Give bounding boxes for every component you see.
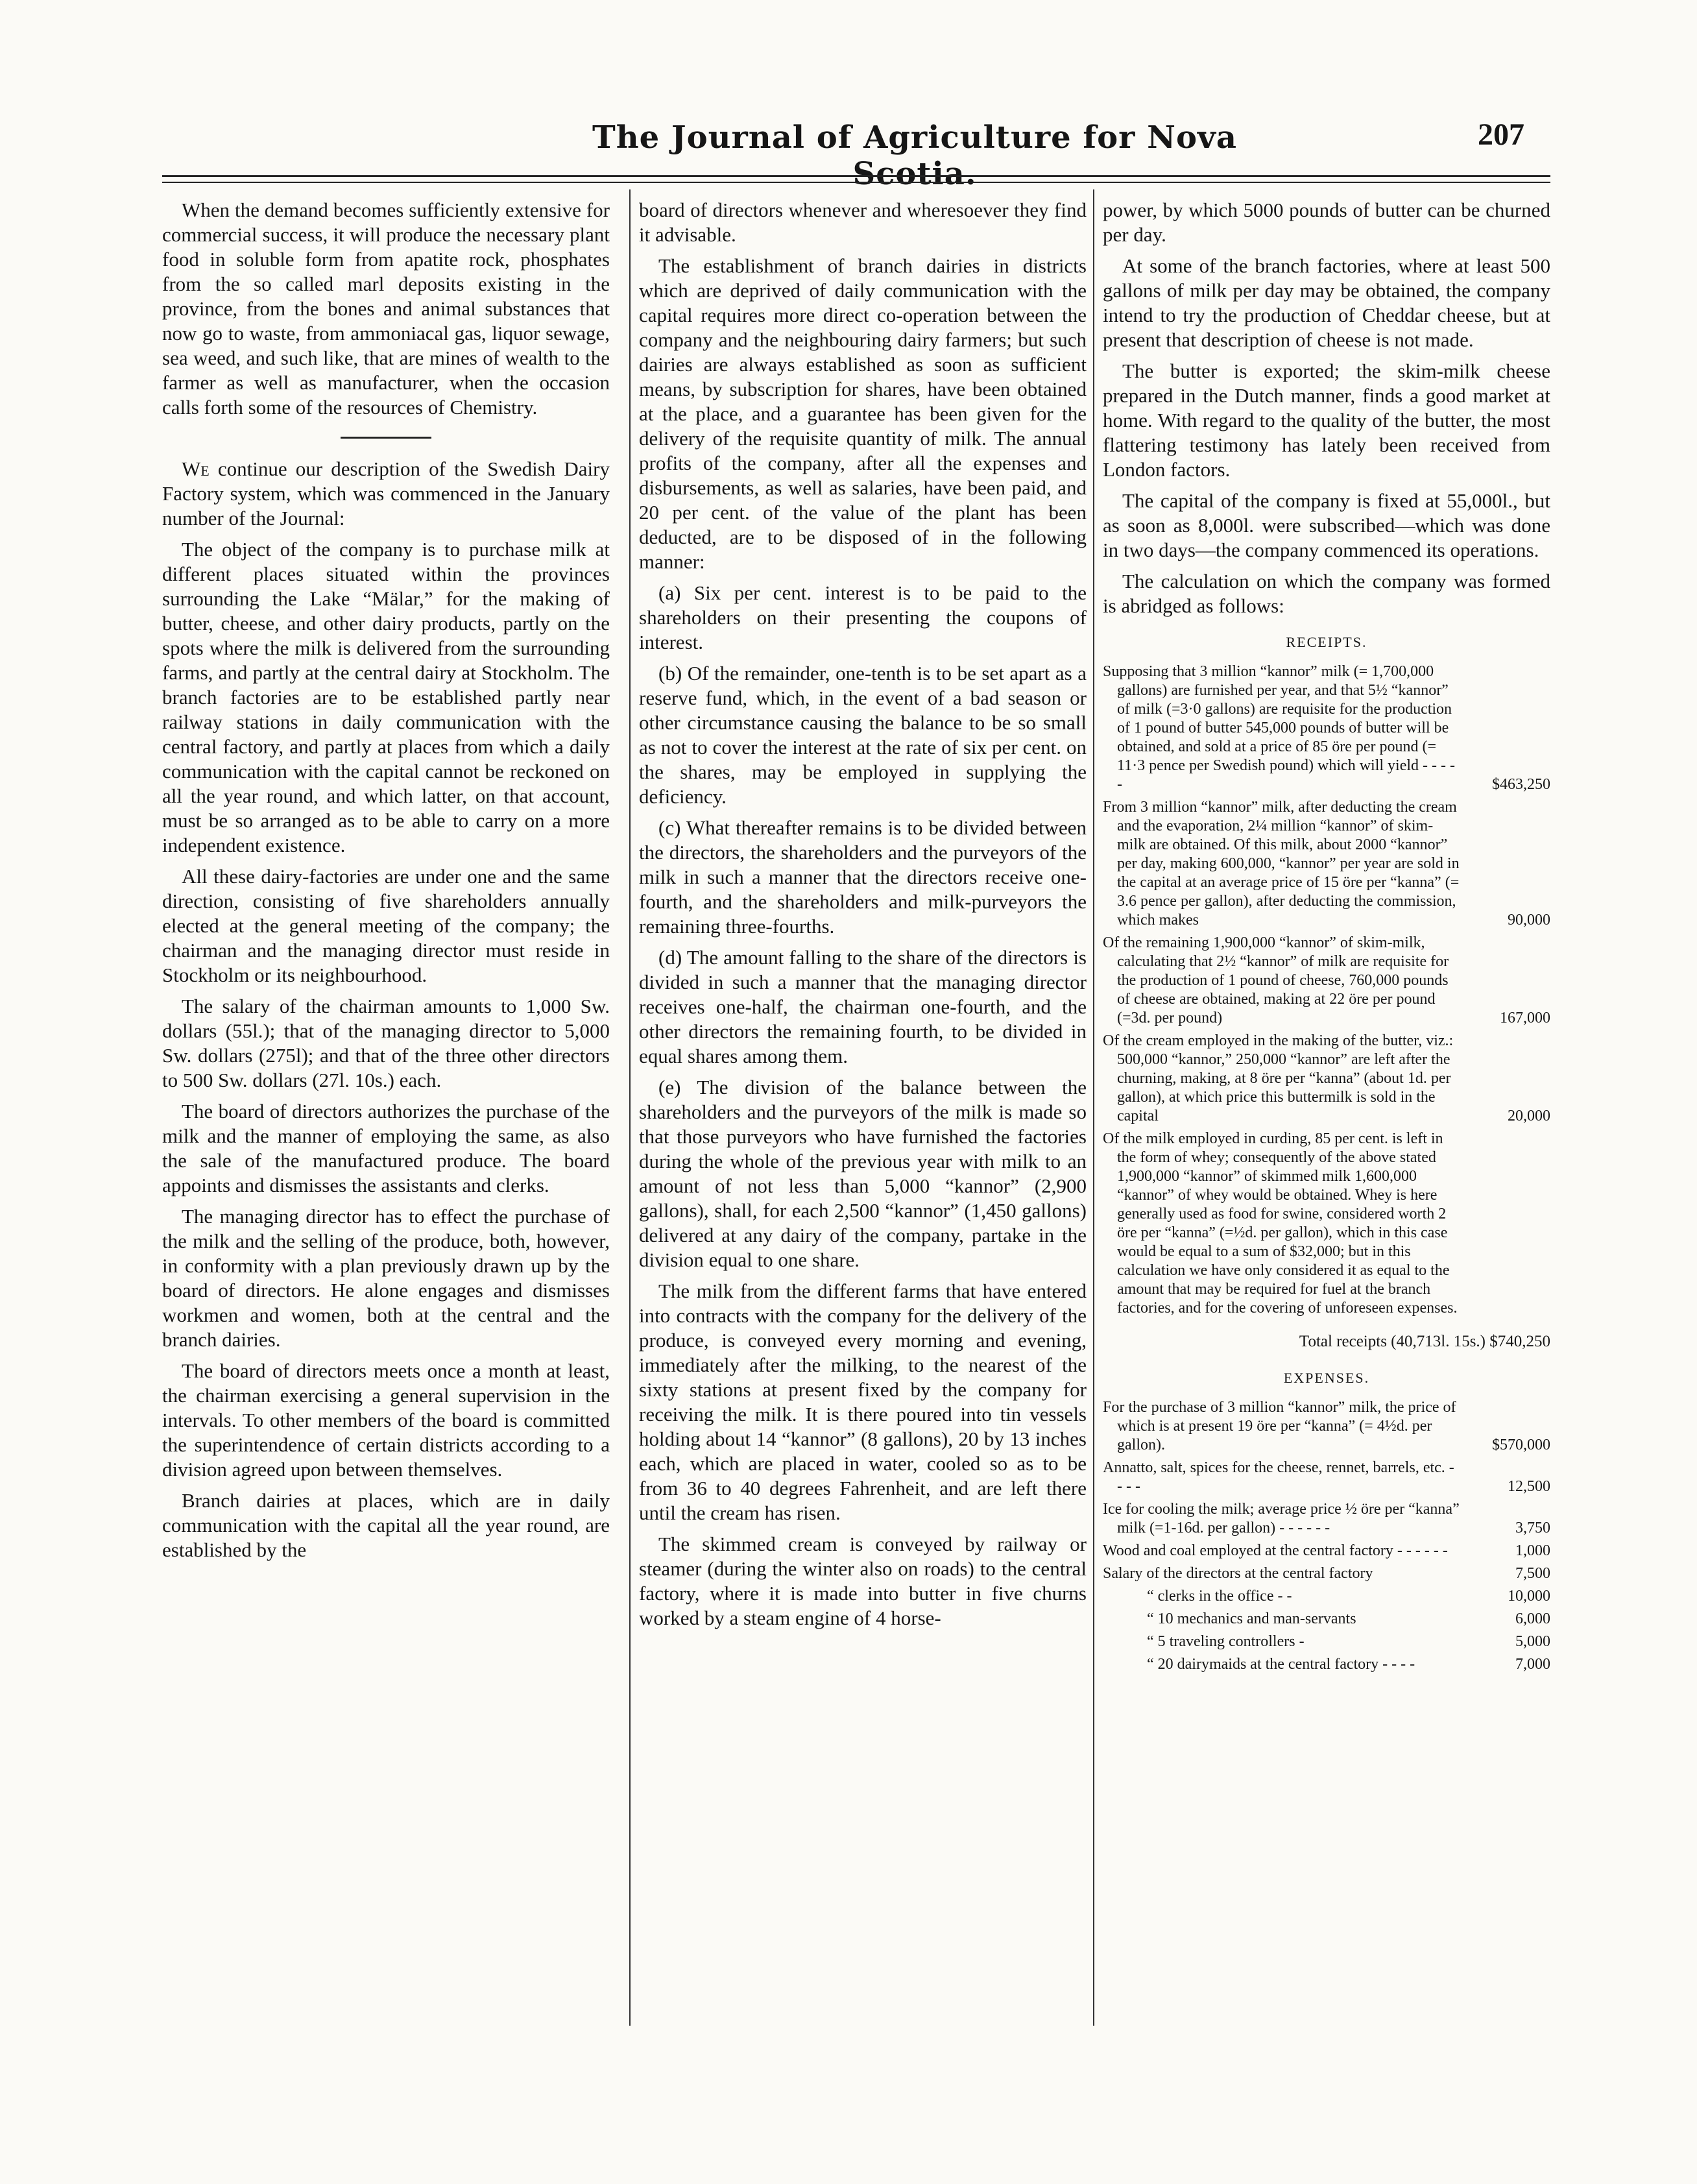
paragraph-e: (e) The division of the balance between the shareholders and the purveyors of the milk is made so that those purveyors who have furnished the factories during the whole of the previous year with milk to an amount of not less than 5,000 “kannor” (2,900 gallons), shall, for each 2,500 “kannor” (1,450 gallons) delivered at any dairy of the company, partake in the division equal to one share. bbox=[639, 1076, 1087, 1271]
expense-desc: “ 10 mechanics and man-servants bbox=[1147, 1610, 1356, 1627]
paragraph: The skimmed cream is conveyed by railway or steamer (during the winter also on roads) to the central factory, where it is made into butter in five churns worked by a steam engine of 4 horse- bbox=[639, 1533, 1087, 1629]
paragraph: The salary of the chairman amounts to 1,000 Sw. dollars (55l.); that of the managing director to 5,000 Sw. dollars (275l); and that of the three other directors to 500 Sw. dollars (27l. 10s.) each. bbox=[162, 995, 610, 1091]
receipt-desc: Of the milk employed in curding, 85 per cent. is left in the form of whey; consequently of the above stated 1,900,000 “kannor” of skimmed milk 1,600,000 “kannor” of whey would be obtained. Whey is here generally used as food for swine, considered worth 2 öre per “kanna” (=½d. per gallon), which in this case would be equal to a sum of $32,000; but in this calculation we have only considered it as equal to the amount that may be required for fuel at the branch factories, and for the covering of unforeseen expenses. bbox=[1103, 1130, 1458, 1316]
receipts-list bbox=[1103, 662, 1550, 1318]
column-3 bbox=[1103, 198, 1550, 2022]
paragraph-intro bbox=[162, 457, 610, 531]
paragraph: power, by which 5000 pounds of butter can be churned per day. bbox=[1103, 199, 1550, 246]
running-title: The Journal of Agriculture for Nova Scotia. bbox=[592, 119, 1237, 192]
receipt-row bbox=[1103, 934, 1550, 1028]
expense-desc: Salary of the directors at the central factory bbox=[1103, 1565, 1373, 1582]
page-header bbox=[162, 117, 1550, 192]
paragraph: The board of directors authorizes the purchase of the milk and the manner of employing the same, as also the sale of the manufactured produce. The board appoints and dismisses the assistants and clerks. bbox=[162, 1100, 610, 1196]
paragraph: The milk from the different farms that have entered into contracts with the company for the delivery of the produce, is conveyed every morning and evening, immediately after the milking, to the nearest of the sixty stations at present fixed by the company for receiving the milk. It is there poured into tin vessels holding about 14 “kannor” (8 gallons), 20 by 13 inches each, which are placed in water, cooled so as to be from 36 to 40 degrees Fahrenheit, and are left there until the cream has risen. bbox=[639, 1280, 1087, 1524]
expense-amount: $570,000 bbox=[1492, 1437, 1550, 1453]
receipt-amount: 20,000 bbox=[1508, 1108, 1550, 1124]
expense-amount: 6,000 bbox=[1515, 1610, 1550, 1627]
paragraph: The object of the company is to purchase milk at different places situated within the provinces surrounding the Lake “Mälar,” for the making of butter, cheese, and other dairy products, partly on the spots where the milk is delivered from the surrounding farms, and partly at the central dairy at Stockholm. The branch factories are to be established partly near railway stations in daily communication with the central factory, and partly at places from which a daily communication with the capital cannot be reckoned on all the year round, and which latter, on that account, must be so arranged as to be able to carry on a more independent existence. bbox=[162, 538, 610, 856]
paragraph-c: (c) What thereafter remains is to be divided between the directors, the shareholders and the purveyors of the milk in such a manner that the directors receive one-fourth, and the shareholders and milk-purveyors the remaining three-fourths. bbox=[639, 816, 1087, 938]
expense-row bbox=[1103, 1587, 1550, 1606]
column-divider-right bbox=[1093, 189, 1094, 2026]
receipt-row bbox=[1103, 1130, 1550, 1318]
expense-desc: Wood and coal employed at the central factory - - - - - - bbox=[1103, 1542, 1448, 1559]
expense-row bbox=[1103, 1459, 1550, 1496]
column-2 bbox=[639, 198, 1087, 2022]
expense-row bbox=[1103, 1542, 1550, 1560]
paragraph: The establishment of branch dairies in districts which are deprived of daily communication with the capital requires more direct co-operation between the company and the neighbouring dairy farmers; but such dairies are always established as soon as sufficient means, by subscription for shares, have been obtained at the place, and a guarantee has been given for the delivery of the requisite quantity of milk. The annual profits of the company, after all the expenses and disbursements, as well as salaries, have been paid, and 20 per cent. of the value of the plant has been deducted, are to be disposed of in the following manner: bbox=[639, 254, 1087, 573]
receipt-row bbox=[1103, 1032, 1550, 1126]
paragraph: The board of directors meets once a month at least, the chairman exercising a general supervision in the intervals. To other members of the board is committed the superintendence of certain districts according to a division agreed upon between themselves. bbox=[162, 1359, 610, 1481]
paragraph: All these dairy-factories are under one and the same direction, consisting of five shareholders annually elected at the general meeting of the company; the chairman and the managing director must reside in Stockholm or its neighbourhood. bbox=[162, 865, 610, 986]
receipt-amount: 90,000 bbox=[1508, 912, 1550, 928]
paragraph: The capital of the company is fixed at 55,000l., but as soon as 8,000l. were subscribed—which was done in two days—the company commenced its operations. bbox=[1103, 489, 1550, 561]
header-rule-bottom bbox=[162, 182, 1550, 183]
receipt-desc: From 3 million “kannor” milk, after deducting the cream and the evaporation, 2¼ million “kannor” of skim-milk are obtained. Of this milk, about 2000 “kannor” per day, making 600,000, “kannor” per year are sold in the capital at an average price of 15 öre per “kanna” (= 3.6 pence per gallon), after deducting the commission, which makes bbox=[1103, 799, 1460, 928]
paragraph: board of directors whenever and wheresoever they find it advisable. bbox=[639, 199, 1087, 246]
receipt-amount: $463,250 bbox=[1492, 776, 1550, 793]
expenses-heading: EXPENSES. bbox=[1283, 1370, 1370, 1386]
expense-desc: “ 20 dairymaids at the central factory - - - - bbox=[1147, 1656, 1415, 1673]
expense-amount: 12,500 bbox=[1508, 1478, 1550, 1495]
paragraph-b: (b) Of the remainder, one-tenth is to be set apart as a reserve fund, which, in the event of a bad season or other circumstance causing the balance to be so small as not to cover the interest at the rate of six per cent. on the shares, may be employed in supplying the deficiency. bbox=[639, 662, 1087, 808]
receipt-desc: Of the cream employed in the making of the butter, viz.: 500,000 “kannor,” 250,000 “kannor” are left after the churning, making, at 8 öre per “kanna” (about 1d. per gallon), at which price this buttermilk is sold in the capital bbox=[1103, 1032, 1454, 1124]
expense-amount: 10,000 bbox=[1508, 1588, 1550, 1605]
column-1 bbox=[162, 198, 610, 2022]
receipt-desc: Supposing that 3 million “kannor” milk (= 1,700,000 gallons) are furnished per year, and that 5½ “kannor” of milk (=3·0 gallons) are requisite for the production of 1 pound of butter 545,000 pounds of butter will be obtained, and sold at a price of 85 öre per pound (= 11·3 pence per Swedish pound) which will yield - - - - - bbox=[1103, 663, 1455, 793]
expense-amount: 3,750 bbox=[1515, 1520, 1550, 1536]
expenses-list bbox=[1103, 1398, 1550, 1674]
expense-row bbox=[1103, 1564, 1550, 1583]
receipt-row bbox=[1103, 662, 1550, 794]
expense-row bbox=[1103, 1655, 1550, 1674]
expense-amount: 1,000 bbox=[1515, 1542, 1550, 1559]
paragraph: The managing director has to effect the purchase of the milk and the selling of the produce, both, however, in conformity with a plan previously drawn up by the board of directors. He alone engages and dismisses workmen and women, both at the central and the branch dairies. bbox=[162, 1205, 610, 1351]
paragraph-intro-text: continue our description of the Swedish Dairy Factory system, which was commenced in the January number of the Journal: bbox=[162, 457, 610, 529]
expense-row bbox=[1103, 1610, 1550, 1629]
receipt-row bbox=[1103, 798, 1550, 930]
paragraph: Branch dairies at places, which are in daily communication with the capital all the year round, are established by the bbox=[162, 1489, 610, 1561]
lead-word: We bbox=[182, 457, 210, 480]
paragraph: At some of the branch factories, where at least 500 gallons of milk per day may be obtained, the company intend to try the production of Cheddar cheese, but at present that description of cheese is not made. bbox=[1103, 254, 1550, 351]
expense-amount: 7,000 bbox=[1515, 1656, 1550, 1673]
paragraph-a: (a) Six per cent. interest is to be paid to the shareholders on their presenting the coupons of interest. bbox=[639, 581, 1087, 653]
total-receipts: Total receipts (40,713l. 15s.) $740,250 bbox=[1299, 1333, 1550, 1350]
expense-desc: For the purchase of 3 million “kannor” milk, the price of which is at present 19 öre per “kanna” (= 4½d. per gallon). bbox=[1103, 1399, 1456, 1453]
expense-row bbox=[1103, 1500, 1550, 1538]
expense-row bbox=[1103, 1398, 1550, 1455]
receipt-amount: 167,000 bbox=[1500, 1010, 1550, 1026]
section-separator bbox=[341, 437, 431, 439]
receipts-heading: RECEIPTS. bbox=[1286, 634, 1367, 650]
expense-desc: “ 5 traveling controllers - bbox=[1147, 1633, 1305, 1650]
page-number: 207 bbox=[1478, 117, 1524, 152]
paragraph: The butter is exported; the skim-milk cheese prepared in the Dutch manner, finds a good market at home. With regard to the quality of the butter, the most flattering testimony has lately been received from London factors. bbox=[1103, 359, 1550, 481]
receipt-desc: Of the remaining 1,900,000 “kannor” of skim-milk, calculating that 2½ “kannor” of milk are requisite for the production of 1 pound of cheese, 760,000 pounds of cheese are obtained, making at 22 öre per pound (=3d. per pound) bbox=[1103, 934, 1449, 1026]
paragraph-d: (d) The amount falling to the share of the directors is divided in such a manner that the managing director receives one-half, the chairman one-fourth, and the other directors the remaining fourth, to be divided in equal shares among them. bbox=[639, 946, 1087, 1067]
paragraph: When the demand becomes sufficiently extensive for commercial success, it will produce the necessary plant food in soluble form from apatite rock, phosphates from the so called marl deposits existing in the province, from the bones and animal substances that now go to waste, from ammoniacal gas, liquor sewage, sea weed, and such like, that are mines of wealth to the farmer as well as manufacturer, when the occasion calls forth some of the resources of Chemistry. bbox=[162, 199, 610, 419]
expense-amount: 5,000 bbox=[1515, 1633, 1550, 1650]
expense-amount: 7,500 bbox=[1515, 1565, 1550, 1582]
paragraph: The calculation on which the company was formed is abridged as follows: bbox=[1103, 570, 1550, 617]
column-divider-left bbox=[629, 189, 631, 2026]
expense-desc: Annatto, salt, spices for the cheese, rennet, barrels, etc. - - - - bbox=[1103, 1459, 1454, 1495]
header-rule-top bbox=[162, 175, 1550, 177]
expense-row bbox=[1103, 1632, 1550, 1651]
expense-desc: “ clerks in the office - - bbox=[1147, 1588, 1292, 1605]
expense-desc: Ice for cooling the milk; average price ½ öre per “kanna” milk (=1-16d. per gallon) - - - - - - bbox=[1103, 1501, 1460, 1536]
